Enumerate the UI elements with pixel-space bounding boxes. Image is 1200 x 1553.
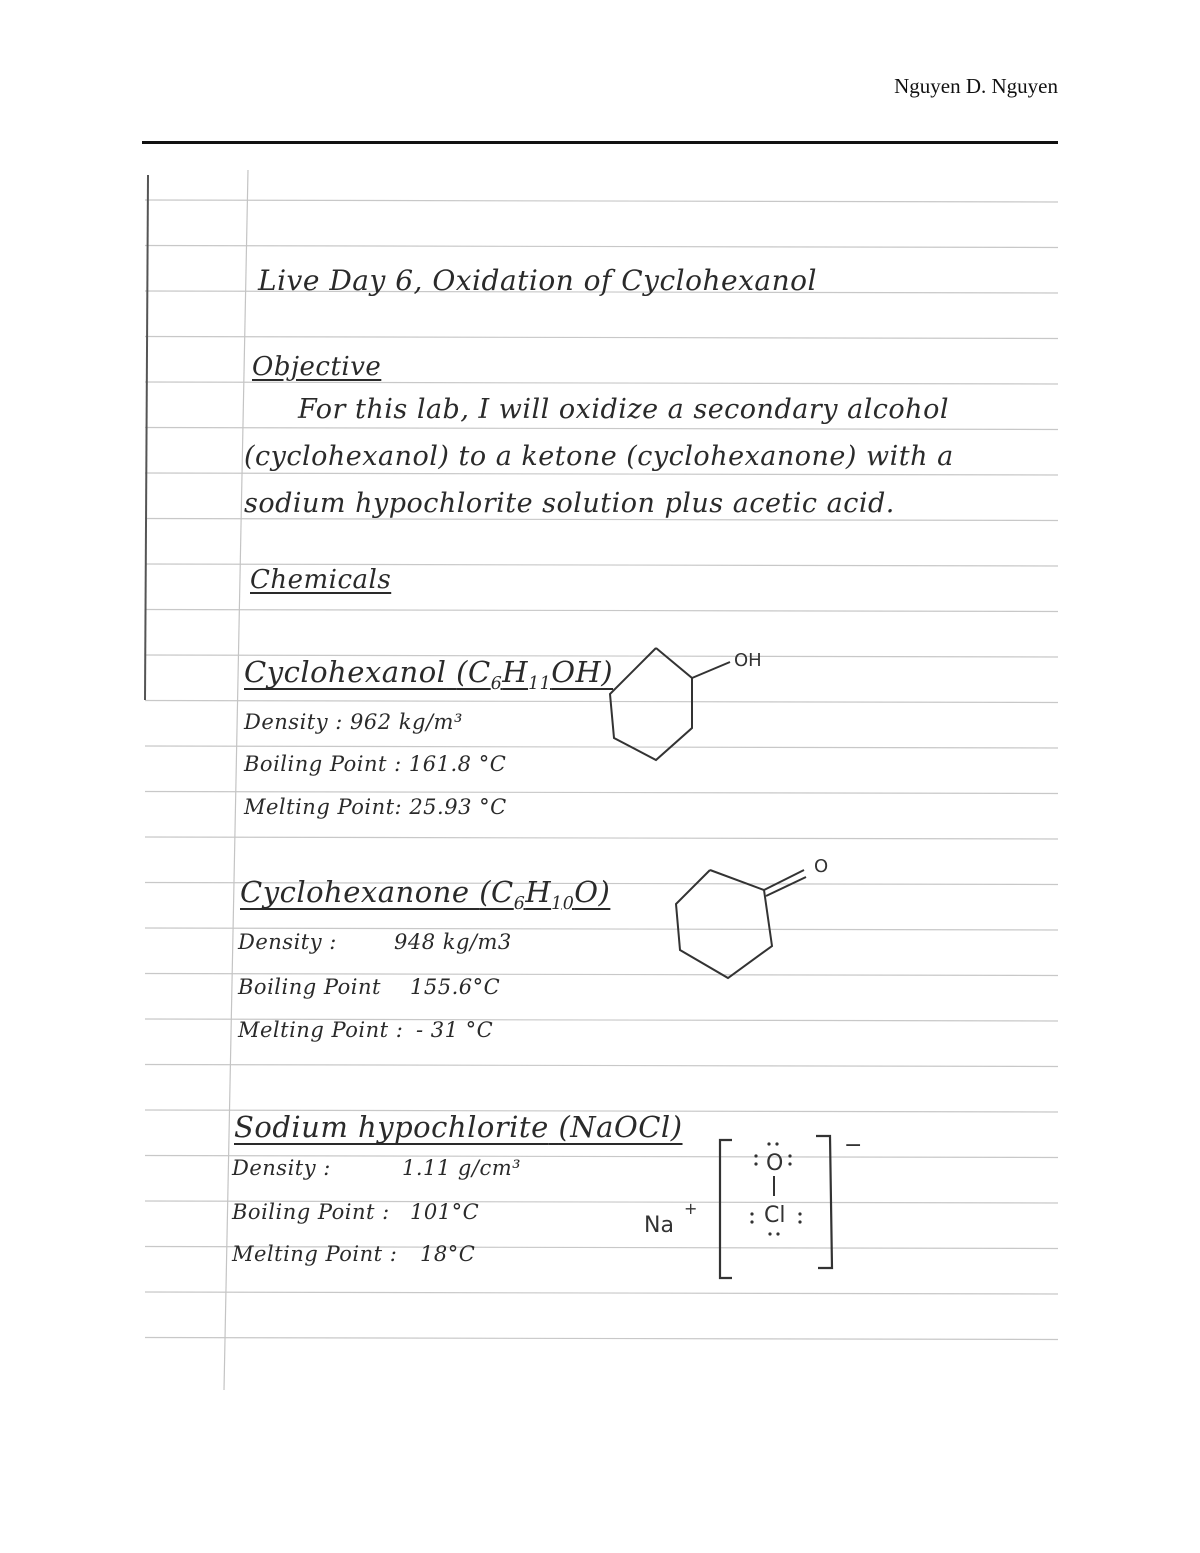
chemical-formula: $(C_6H_{10}O)$ bbox=[479, 875, 611, 914]
melting-point-value: 18°C bbox=[420, 1242, 476, 1266]
objective-heading: Objective bbox=[252, 352, 382, 382]
chemical-name-cyclohexanone bbox=[240, 875, 610, 914]
ruled-line bbox=[145, 1065, 1058, 1067]
chemical-name: Cyclohexanone bbox=[240, 875, 470, 909]
melting-point-value: - 31 °C bbox=[416, 1018, 494, 1042]
carbonyl-oxygen-label: O bbox=[814, 856, 829, 877]
ruled-line bbox=[145, 337, 1058, 339]
ruled-line bbox=[145, 1292, 1058, 1294]
ruled-line bbox=[145, 200, 1058, 202]
ruled-line bbox=[145, 473, 1058, 475]
header-author: Nguyen D. Nguyen bbox=[894, 74, 1058, 98]
objective-line-3: sodium hypochlorite solution plus acetic acid. bbox=[244, 488, 895, 519]
sodium-cation-charge: + bbox=[684, 1199, 698, 1218]
ruled-line bbox=[145, 428, 1058, 430]
sodium-cation-label: Na bbox=[644, 1213, 674, 1238]
density-value: 948 kg/m3 bbox=[394, 930, 512, 954]
chemicals-heading: Chemicals bbox=[250, 565, 392, 595]
objective-line-1: For this lab, I will oxidize a secondary alcohol bbox=[298, 394, 949, 425]
density-row: Density : bbox=[232, 1156, 331, 1180]
boiling-point-value: 161.8 °C bbox=[408, 752, 507, 776]
ruled-line bbox=[145, 792, 1058, 794]
ruled-line bbox=[145, 246, 1058, 248]
density-value: 962 kg/m³ bbox=[350, 710, 463, 734]
density-value: 1.11 g/cm³ bbox=[402, 1156, 522, 1180]
chemical-name-sodium-hypochlorite bbox=[234, 1110, 683, 1144]
cyclohexanol-structure bbox=[600, 640, 780, 770]
cyclohexanone-structure bbox=[668, 850, 848, 990]
melting-point-value: 25.93 °C bbox=[409, 795, 507, 819]
chemical-formula: $(C_6H_{11}OH)$ bbox=[456, 655, 614, 694]
boiling-point-value: 101°C bbox=[410, 1200, 480, 1224]
chemical-name: Sodium hypochlorite bbox=[234, 1110, 549, 1144]
sodium-hypochlorite-lewis-structure bbox=[640, 1130, 880, 1290]
boiling-point-row: Boiling Point : bbox=[232, 1200, 390, 1224]
ruled-line bbox=[145, 610, 1058, 612]
anion-charge: − bbox=[844, 1133, 863, 1158]
ruled-line bbox=[145, 837, 1058, 839]
boiling-point-row: Boiling Point : 161.8 °C bbox=[244, 752, 507, 776]
melting-point-row: Melting Point : bbox=[238, 1018, 404, 1042]
chemical-name-cyclohexanol bbox=[244, 655, 613, 694]
hydroxyl-label: OH bbox=[734, 650, 762, 671]
objective-line-2: (cyclohexanol) to a ketone (cyclohexanone) with a bbox=[244, 441, 954, 472]
density-row: Density : bbox=[238, 930, 337, 954]
melting-point-row: Melting Point: 25.93 °C bbox=[244, 795, 507, 819]
chemical-name: Cyclohexanol bbox=[244, 655, 447, 689]
oxygen-atom-label: O bbox=[766, 1151, 784, 1176]
ruled-line bbox=[145, 382, 1058, 384]
lab-title: Live Day 6, Oxidation of Cyclohexanol bbox=[258, 264, 817, 297]
chlorine-atom-label: Cl bbox=[764, 1203, 786, 1228]
ruled-line bbox=[145, 1338, 1058, 1340]
boiling-point-value: 155.6°C bbox=[410, 975, 501, 999]
density-row: Density : 962 kg/m³ bbox=[244, 710, 463, 734]
chemical-formula: (NaOCl) bbox=[558, 1110, 683, 1144]
melting-point-row: Melting Point : bbox=[232, 1242, 398, 1266]
binding-edge bbox=[145, 175, 148, 700]
boiling-point-row: Boiling Point bbox=[238, 975, 381, 999]
